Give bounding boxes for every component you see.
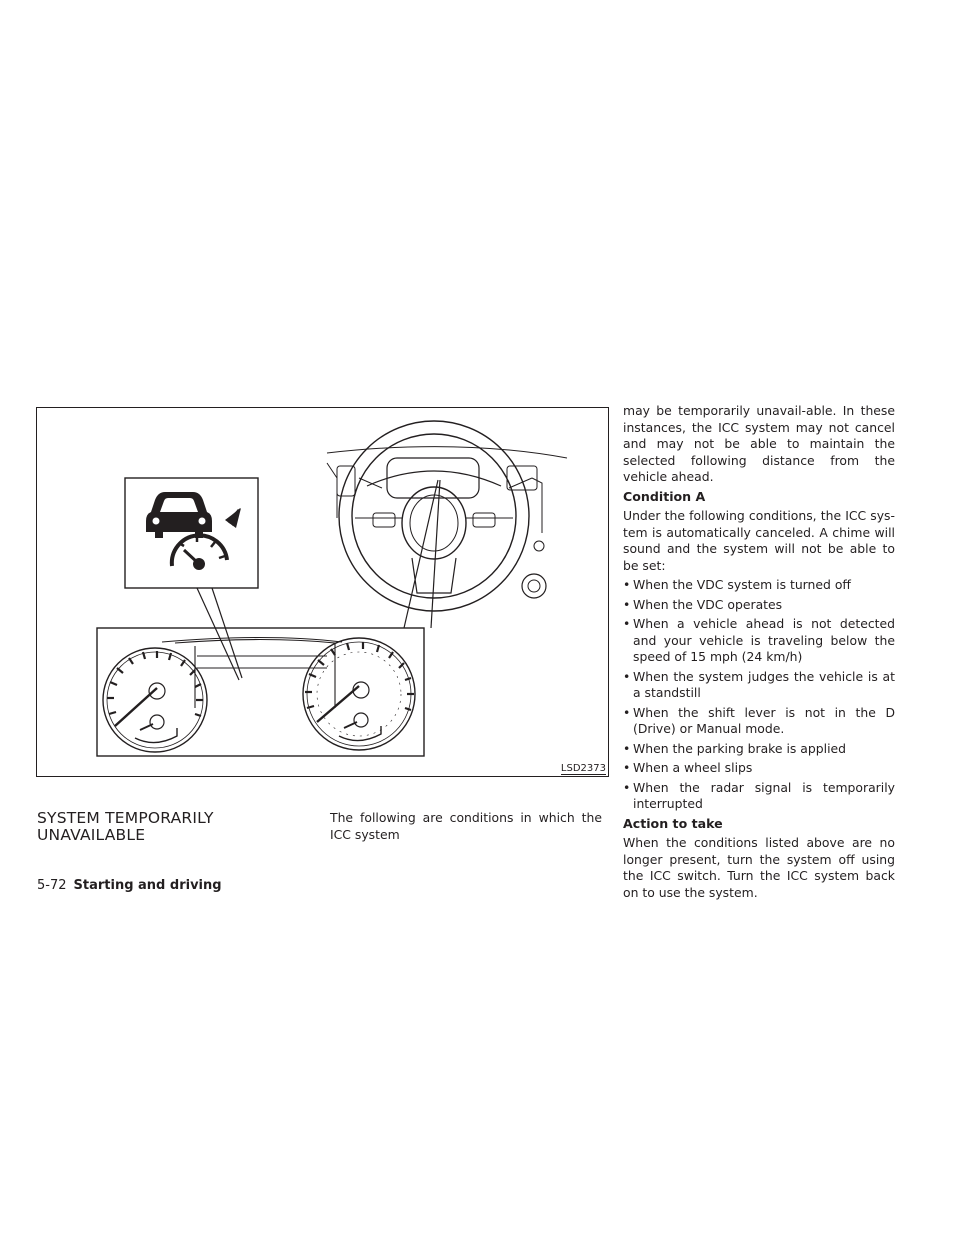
action-heading: Action to take — [623, 815, 723, 831]
page-footer — [37, 878, 222, 894]
condition-a-text: Under the following conditions, the ICC sys-tem is automatically canceled. A chime will sound and the system will not be able to be set: — [623, 508, 895, 573]
condition-a-heading: Condition A — [623, 488, 706, 504]
list-item: • When the parking brake is applied — [623, 741, 895, 758]
chapter-title: Starting and driving — [73, 878, 222, 893]
instrument-cluster — [97, 628, 424, 756]
cluster-illustration — [36, 407, 609, 777]
dashboard-line-drawing — [37, 408, 610, 778]
list-item: • When a vehicle ahead is not detected and your vehicle is traveling below the speed of 15 mph (24 km/h) — [623, 616, 895, 666]
list-item: • When the VDC system is turned off — [623, 577, 895, 594]
page-number: 5-72 — [37, 878, 67, 893]
list-item: • When the shift lever is not in the D (Drive) or Manual mode. — [623, 705, 895, 738]
action-text: When the conditions listed above are no longer present, turn the system off using the ICC switch. Turn the ICC system back on to use the system. — [623, 835, 895, 900]
text-column-middle — [330, 810, 602, 846]
list-item: • When a wheel slips — [623, 760, 895, 777]
text-column-right — [623, 403, 895, 904]
intro-paragraph-continued: may be temporarily unavail-able. In these instances, the ICC system may not cancel and may not be able to maintain the selected following distance from the vehicle ahead. — [623, 403, 895, 484]
section-title: SYSTEM TEMPORARILY UNAVAILABLE — [37, 809, 214, 844]
list-item: • When the VDC operates — [623, 597, 895, 614]
figure-code: LSD2373 — [560, 763, 606, 774]
condition-a-list — [623, 577, 895, 813]
list-item: • When the radar signal is temporarily interrupted — [623, 780, 895, 813]
list-item: • When the system judges the vehicle is at a standstill — [623, 669, 895, 702]
intro-paragraph-part1: The following are conditions in which the ICC system — [330, 810, 602, 842]
